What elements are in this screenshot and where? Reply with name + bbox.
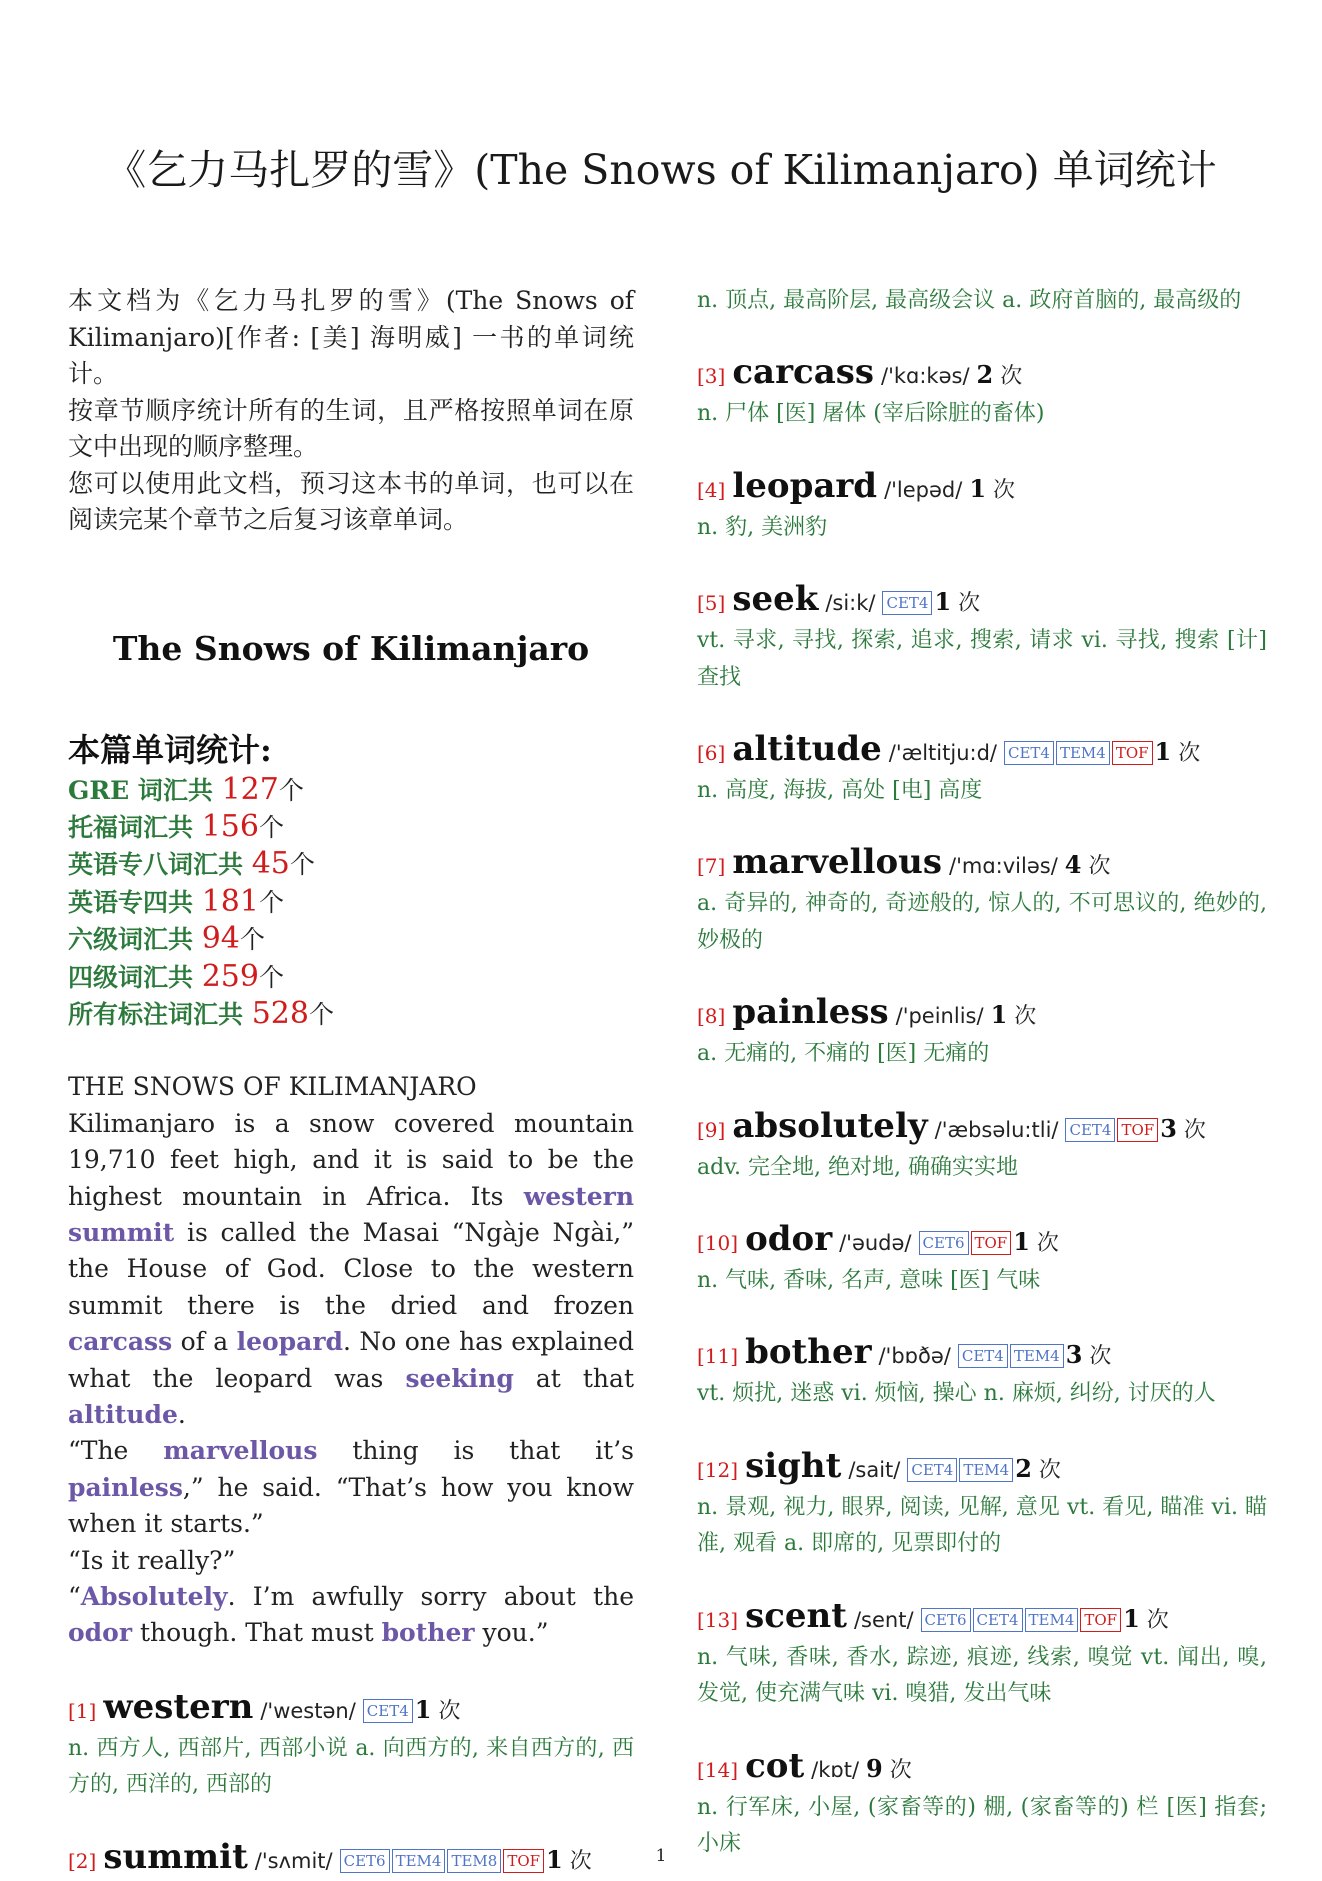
intro-line: 按章节顺序统计所有的生词，且严格按照单词在原文中出现的顺序整理。 xyxy=(68,395,634,461)
text-run: “The xyxy=(68,1436,164,1466)
entry-index: [6] xyxy=(697,741,726,766)
highlighted-word: marvellous xyxy=(163,1436,318,1466)
highlighted-word: altitude xyxy=(68,1400,178,1429)
highlighted-word: Absolutely xyxy=(80,1582,228,1612)
entry-count: 3 xyxy=(1065,1340,1083,1370)
stat-count: 528 xyxy=(251,995,309,1031)
entry-definition: a. 奇异的, 神奇的, 奇迹般的, 惊人的, 不可思议的, 绝妙的, 妙极的 xyxy=(697,891,1267,953)
entry-count: 2 xyxy=(976,360,994,390)
text-run: at that xyxy=(513,1363,634,1393)
text-run: is called the Masai “Ngàje Ngài,” the House of God. Close to the western summit there is the dried and frozen xyxy=(68,1217,634,1320)
text-run: you.” xyxy=(474,1618,549,1648)
highlighted-word: western summit xyxy=(68,1181,634,1247)
story-paragraph xyxy=(68,1579,634,1652)
stat-unit: 个 xyxy=(289,850,315,880)
text-run: though. That must xyxy=(132,1618,382,1648)
exam-tag: CET6 xyxy=(921,1608,971,1632)
entry-definition: n. 景观, 视力, 眼界, 阅读, 见解, 意见 vt. 看见, 瞄准 vi. 瞄准, 观看 a. 即席的, 见票即付的 xyxy=(697,1494,1267,1557)
left-column xyxy=(68,283,634,1881)
entry-word: odor xyxy=(745,1219,833,1260)
entry-phonetic: /'bɒðə/ xyxy=(878,1344,951,1369)
entry-index: [12] xyxy=(697,1457,739,1482)
entry-count-unit: 次 xyxy=(569,1848,592,1874)
entry-phonetic: /'əudə/ xyxy=(839,1231,912,1256)
text-run: . xyxy=(177,1400,186,1429)
entry-index: [3] xyxy=(697,364,726,389)
entry-word: bother xyxy=(745,1332,872,1373)
stat-unit: 个 xyxy=(258,812,284,842)
entry-definition: n. 尸体 [医] 屠体 (宰后除脏的畜体) xyxy=(697,401,1045,427)
entry-phonetic: /'kɑ:kəs/ xyxy=(881,364,970,389)
entry-index: [10] xyxy=(697,1231,739,1256)
stat-count: 127 xyxy=(221,771,279,807)
stat-count: 94 xyxy=(201,921,240,957)
entry-phonetic: /kɒt/ xyxy=(811,1757,860,1782)
text-run: of a xyxy=(172,1327,237,1357)
entry-definition: vt. 寻求, 寻找, 探索, 追求, 搜索, 请求 vi. 寻找, 搜索 [计] 查找 xyxy=(697,628,1267,690)
vocab-entry xyxy=(697,353,1267,432)
exam-tag: CET4 xyxy=(1065,1118,1115,1142)
entry-definition: a. 无痛的, 不痛的 [医] 无痛的 xyxy=(697,1041,990,1067)
entry-phonetic: /'æltitju:d/ xyxy=(888,741,997,766)
stat-label: 英语专八词汇共 xyxy=(68,850,252,880)
vocab-entry xyxy=(697,580,1267,696)
exam-tag: TEM4 xyxy=(959,1458,1013,1482)
intro-line: 本文档为《乞力马扎罗的雪》(The Snows of Kilimanjaro)[作者: [美] 海明威] 一书的单词统计。 xyxy=(68,286,634,388)
entry-headword-line xyxy=(697,353,1267,396)
entry-word: summit xyxy=(103,1836,248,1877)
entry-count-unit: 次 xyxy=(1014,1004,1037,1030)
stat-line xyxy=(68,959,634,996)
stat-label: GRE 词汇共 xyxy=(68,775,222,805)
story-paragraph: “Is it really?” xyxy=(68,1545,236,1575)
exam-tag: CET6 xyxy=(340,1849,390,1873)
exam-tag: CET4 xyxy=(363,1699,413,1723)
entry-index: [11] xyxy=(697,1344,739,1369)
entry-index: [4] xyxy=(697,477,726,502)
entry-count-unit: 次 xyxy=(1183,1117,1206,1143)
entry-word: leopard xyxy=(732,465,878,506)
entry-word: painless xyxy=(732,992,889,1033)
stat-unit: 个 xyxy=(278,775,304,805)
stat-line xyxy=(68,996,634,1033)
exam-tag: TOF xyxy=(503,1849,544,1873)
stat-line xyxy=(68,809,634,846)
vocab-entry xyxy=(697,1597,1267,1713)
exam-tag: TEM4 xyxy=(1025,1608,1079,1632)
exam-tag: CET4 xyxy=(882,591,932,615)
entry-count: 1 xyxy=(990,1000,1008,1030)
stats-list xyxy=(68,772,634,1034)
stat-unit: 个 xyxy=(258,887,284,917)
entry-count: 1 xyxy=(1013,1227,1030,1257)
exam-tag: CET4 xyxy=(973,1608,1023,1632)
entry-count: 4 xyxy=(1064,850,1082,880)
entry-definition: vt. 烦扰, 迷惑 vi. 烦恼, 操心 n. 麻烦, 纠纷, 讨厌的人 xyxy=(697,1381,1216,1407)
section-title: The Snows of Kilimanjaro xyxy=(112,628,590,668)
entry-count-unit: 次 xyxy=(1038,1457,1061,1483)
entry-count: 1 xyxy=(1154,737,1172,767)
entry-count-unit: 次 xyxy=(1000,364,1023,390)
exam-tag: TOF xyxy=(971,1231,1012,1255)
entry-definition-continued: n. 顶点, 最高阶层, 最高级会议 a. 政府首脑的, 最高级的 xyxy=(697,288,1242,313)
intro-line: 您可以使用此文档，预习这本书的单词，也可以在阅读完某个章节之后复习该章单词。 xyxy=(68,468,634,534)
exam-tag: TEM4 xyxy=(392,1849,446,1873)
text-run: “ xyxy=(68,1582,81,1612)
text-run: thing is that it’s xyxy=(317,1436,634,1466)
right-column xyxy=(697,283,1267,1862)
stat-label: 英语专四共 xyxy=(68,887,202,917)
entry-definition: n. 豹, 美洲豹 xyxy=(697,514,828,540)
entry-count-unit: 次 xyxy=(438,1698,461,1724)
entry-index: [8] xyxy=(697,1004,726,1029)
story-paragraph xyxy=(68,1433,634,1542)
vocab-entry xyxy=(697,467,1267,546)
entry-headword-line xyxy=(697,1747,1267,1790)
entry-count: 1 xyxy=(1123,1603,1140,1633)
stat-line xyxy=(68,884,634,921)
exam-tag: CET4 xyxy=(1004,741,1054,765)
text-run: . No one has explained what the leopard was xyxy=(68,1327,634,1393)
entry-phonetic: /sait/ xyxy=(848,1457,901,1482)
exam-tag: TEM4 xyxy=(1010,1344,1064,1368)
entry-index: [14] xyxy=(697,1757,739,1782)
entry-phonetic: /si:k/ xyxy=(825,591,876,616)
entry-index: [2] xyxy=(68,1848,97,1873)
exam-tag: CET4 xyxy=(958,1344,1008,1368)
text-run: ,” he said. “That’s how you know when it starts.” xyxy=(68,1472,634,1539)
story-text xyxy=(68,1069,634,1652)
entry-headword-line xyxy=(697,1107,1267,1150)
exam-tag: CET4 xyxy=(907,1458,957,1482)
entry-headword-line xyxy=(697,1597,1267,1640)
entry-index: [9] xyxy=(697,1117,726,1142)
entry-definition: n. 行军床, 小屋, (家畜等的) 棚, (家畜等的) 栏 [医] 指套; 小床 xyxy=(697,1794,1267,1856)
vocab-entry xyxy=(697,730,1267,809)
text-run: Kilimanjaro is a snow covered mountain 19,710 feet high, and it is said to be the highest mountain in Africa. Its xyxy=(68,1108,634,1211)
entry-count: 1 xyxy=(546,1844,563,1874)
entry-definition: adv. 完全地, 绝对地, 确确实实地 xyxy=(697,1154,1018,1180)
entry-count-unit: 次 xyxy=(1089,1344,1112,1370)
entry-count: 2 xyxy=(1015,1453,1032,1483)
highlighted-word: bother xyxy=(381,1618,475,1648)
highlighted-word: odor xyxy=(68,1618,133,1648)
page-number: 1 xyxy=(655,1846,667,1866)
entry-count: 1 xyxy=(969,473,987,503)
stat-count: 181 xyxy=(201,883,259,919)
vocab-list-right xyxy=(697,353,1267,1862)
entry-phonetic: /'sʌmit/ xyxy=(254,1848,333,1873)
highlighted-word: carcass xyxy=(68,1327,173,1357)
entry-headword-line xyxy=(697,580,1267,623)
entry-index: [1] xyxy=(68,1698,97,1723)
highlighted-word: seeking xyxy=(405,1363,514,1393)
stat-unit: 个 xyxy=(308,999,334,1029)
entry-count: 3 xyxy=(1160,1113,1177,1143)
page-title: 《乞力马扎罗的雪》(The Snows of Kilimanjaro) 单词统计 xyxy=(105,146,1217,194)
entry-index: [7] xyxy=(697,854,726,879)
highlighted-word: painless xyxy=(68,1472,183,1502)
entry-headword-line xyxy=(68,1688,634,1731)
entry-headword-line xyxy=(697,467,1267,510)
entry-count-unit: 次 xyxy=(1178,741,1201,767)
entry-headword-line xyxy=(697,730,1267,773)
entry-word: carcass xyxy=(732,352,875,393)
exam-tag: TOF xyxy=(1112,741,1153,765)
stat-line xyxy=(68,921,634,958)
entry-phonetic: /'westən/ xyxy=(260,1698,356,1723)
stats-heading: 本篇单词统计: xyxy=(68,730,272,769)
entry-count-unit: 次 xyxy=(958,591,981,617)
entry-count: 1 xyxy=(414,1694,432,1724)
entry-definition: n. 气味, 香味, 名声, 意味 [医] 气味 xyxy=(697,1268,1041,1294)
exam-tag: TEM8 xyxy=(447,1849,501,1873)
entry-definition: n. 西方人, 西部片, 西部小说 a. 向西方的, 来自西方的, 西方的, 西洋的, 西部的 xyxy=(68,1735,634,1798)
entry-phonetic: /'peinlis/ xyxy=(895,1004,984,1029)
entry-phonetic: /sent/ xyxy=(853,1607,914,1632)
stat-line xyxy=(68,846,634,883)
vocab-entry xyxy=(697,993,1267,1072)
stat-count: 156 xyxy=(201,808,259,844)
stat-label: 所有标注词汇共 xyxy=(68,999,252,1029)
stat-unit: 个 xyxy=(258,962,284,992)
entry-definition: n. 高度, 海拔, 高处 [电] 高度 xyxy=(697,778,983,804)
entry-word: cot xyxy=(745,1745,805,1786)
entry-count-unit: 次 xyxy=(1088,854,1111,880)
entry-phonetic: /'lepəd/ xyxy=(884,477,963,502)
text-run: . I’m awfully sorry about the xyxy=(227,1582,634,1612)
entry-count-unit: 次 xyxy=(993,477,1016,503)
entry-phonetic: /'mɑ:viləs/ xyxy=(949,854,1058,879)
entry-index: [13] xyxy=(697,1607,739,1632)
entry-count: 9 xyxy=(866,1753,883,1783)
stat-label: 六级词汇共 xyxy=(68,925,202,955)
vocab-entry xyxy=(697,1447,1267,1563)
entry-definition: n. 气味, 香味, 香水, 踪迹, 痕迹, 线索, 嗅觉 vt. 闻出, 嗅, 发觉, 使充满气味 vi. 嗅猎, 发出气味 xyxy=(697,1644,1267,1707)
exam-tag: CET6 xyxy=(919,1231,969,1255)
stat-line xyxy=(68,772,634,809)
stat-count: 259 xyxy=(201,958,259,994)
vocab-entry xyxy=(697,1107,1267,1186)
entry-word: marvellous xyxy=(732,842,943,883)
vocab-entry xyxy=(697,1333,1267,1412)
entry-word: western xyxy=(103,1686,254,1727)
stat-label: 四级词汇共 xyxy=(68,962,202,992)
stat-label: 托福词汇共 xyxy=(68,812,202,842)
story-heading: THE SNOWS OF KILIMANJARO xyxy=(68,1072,477,1102)
entry-word: seek xyxy=(732,579,819,620)
entry-count-unit: 次 xyxy=(1036,1231,1059,1257)
entry-headword-line xyxy=(697,1220,1267,1263)
entry-headword-line xyxy=(697,1447,1267,1490)
entry-index: [5] xyxy=(697,591,726,616)
vocab-entry xyxy=(697,1747,1267,1863)
vocab-entry xyxy=(697,843,1267,959)
exam-tag: TEM4 xyxy=(1056,741,1110,765)
entry-word: absolutely xyxy=(732,1105,928,1146)
vocab-entry xyxy=(68,1688,634,1804)
stat-count: 45 xyxy=(251,846,290,882)
stat-unit: 个 xyxy=(239,925,265,955)
entry-word: altitude xyxy=(732,729,882,770)
entry-headword-line xyxy=(697,1333,1267,1376)
entry-count-unit: 次 xyxy=(1146,1607,1169,1633)
entry-headword-line xyxy=(697,843,1267,886)
entry-count-unit: 次 xyxy=(889,1757,912,1783)
entry-headword-line xyxy=(697,993,1267,1036)
vocab-entry xyxy=(697,1220,1267,1299)
entry-word: sight xyxy=(745,1445,842,1486)
exam-tag: TOF xyxy=(1080,1608,1121,1632)
entry-count: 1 xyxy=(934,587,952,617)
story-paragraph xyxy=(68,1106,634,1434)
exam-tag: TOF xyxy=(1117,1118,1158,1142)
intro xyxy=(68,283,634,539)
entry-word: scent xyxy=(745,1595,847,1636)
highlighted-word: leopard xyxy=(236,1327,344,1357)
entry-phonetic: /'æbsəlu:tli/ xyxy=(934,1117,1059,1142)
